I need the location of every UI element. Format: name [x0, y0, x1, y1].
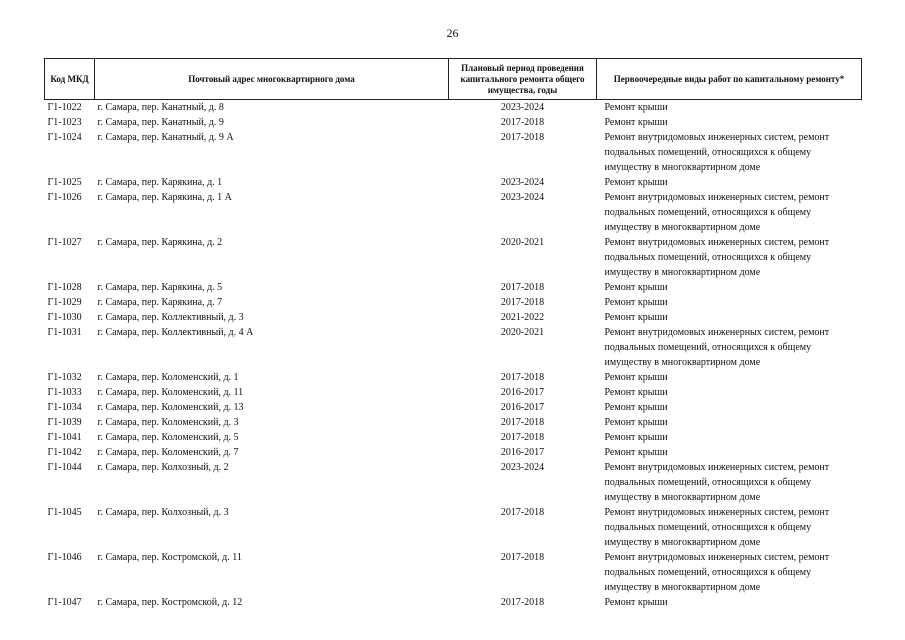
cell-period: 2017-2018: [500, 552, 545, 563]
cell-works: Ремонт внутридомовых инженерных систем, ремонт подвальных помещений, относящихся к общему имуществу в многоквартирном доме: [604, 132, 830, 173]
cell-address: г. Самара, пер. Карякина, д. 2: [97, 237, 223, 248]
cell-code: Г1-1027: [47, 237, 82, 248]
cell-works: Ремонт внутридомовых инженерных систем, ремонт подвальных помещений, относящихся к общему имуществу в многоквартирном доме: [604, 462, 830, 503]
table-row: [45, 505, 862, 550]
cell-code: Г1-1022: [47, 102, 82, 113]
cell-code: Г1-1031: [47, 327, 82, 338]
table-row: [45, 385, 862, 400]
cell-address: г. Самара, пер. Костромской, д. 12: [97, 597, 243, 608]
cell-works: Ремонт крыши: [604, 282, 668, 293]
cell-code: Г1-1033: [47, 387, 82, 398]
cell-address: г. Самара, пер. Коломенский, д. 11: [97, 387, 244, 398]
cell-period: 2017-2018: [500, 372, 545, 383]
cell-address: г. Самара, пер. Коломенский, д. 1: [97, 372, 239, 383]
table-row: [45, 550, 862, 595]
cell-code: Г1-1046: [47, 552, 82, 563]
header-period: Плановый период проведения капитального ремонта общего имущества, годы: [449, 59, 597, 100]
table-row: [45, 175, 862, 190]
table-row: [45, 325, 862, 370]
cell-works: Ремонт внутридомовых инженерных систем, ремонт подвальных помещений, относящихся к общему имуществу в многоквартирном доме: [604, 192, 830, 233]
cell-address: г. Самара, пер. Карякина, д. 5: [97, 282, 223, 293]
cell-code: Г1-1029: [47, 297, 82, 308]
cell-code: Г1-1028: [47, 282, 82, 293]
cell-period: 2017-2018: [500, 597, 545, 608]
cell-period: 2016-2017: [500, 387, 545, 398]
header-address: Почтовый адрес многоквартирного дома: [95, 59, 449, 100]
table-row: [45, 115, 862, 130]
table-row: [45, 430, 862, 445]
table-row: [45, 460, 862, 505]
cell-period: 2023-2024: [500, 102, 545, 113]
table-row: [45, 310, 862, 325]
table-body: [45, 100, 862, 611]
cell-code: Г1-1034: [47, 402, 82, 413]
page-number: 26: [446, 26, 459, 40]
cell-address: г. Самара, пер. Коломенский, д. 5: [97, 432, 239, 443]
cell-period: 2023-2024: [500, 177, 545, 188]
cell-code: Г1-1041: [47, 432, 82, 443]
table-row: [45, 235, 862, 280]
header-code: Код МКД: [45, 59, 95, 100]
cell-address: г. Самара, пер. Канатный, д. 9 А: [97, 132, 234, 143]
cell-address: г. Самара, пер. Карякина, д. 1: [97, 177, 223, 188]
cell-works: Ремонт внутридомовых инженерных систем, ремонт подвальных помещений, относящихся к общему имуществу в многоквартирном доме: [604, 507, 830, 548]
repair-schedule-table: [44, 58, 862, 610]
cell-code: Г1-1044: [47, 462, 82, 473]
cell-address: г. Самара, пер. Карякина, д. 7: [97, 297, 223, 308]
cell-address: г. Самара, пер. Костромской, д. 11: [97, 552, 242, 563]
cell-period: 2017-2018: [500, 282, 545, 293]
cell-address: г. Самара, пер. Канатный, д. 8: [97, 102, 224, 113]
cell-works: Ремонт внутридомовых инженерных систем, ремонт подвальных помещений, относящихся к общему имуществу в многоквартирном доме: [604, 327, 830, 368]
cell-address: г. Самара, пер. Коллективный, д. 4 А: [97, 327, 254, 338]
cell-code: Г1-1026: [47, 192, 82, 203]
table-row: [45, 130, 862, 175]
cell-code: Г1-1023: [47, 117, 82, 128]
cell-code: Г1-1047: [47, 597, 82, 608]
cell-works: Ремонт крыши: [604, 117, 668, 128]
cell-address: г. Самара, пер. Коломенский, д. 7: [97, 447, 239, 458]
cell-address: г. Самара, пер. Колхозный, д. 3: [97, 507, 229, 518]
cell-period: 2023-2024: [500, 462, 545, 473]
cell-works: Ремонт крыши: [604, 297, 668, 308]
table-row: [45, 295, 862, 310]
cell-works: Ремонт крыши: [604, 177, 668, 188]
cell-period: 2023-2024: [500, 192, 545, 203]
header-works: Первоочередные виды работ по капитальному ремонту*: [597, 59, 862, 100]
cell-period: 2017-2018: [500, 507, 545, 518]
cell-address: г. Самара, пер. Коломенский, д. 3: [97, 417, 239, 428]
cell-address: г. Самара, пер. Канатный, д. 9: [97, 117, 224, 128]
cell-period: 2020-2021: [500, 327, 545, 338]
table-header-row: [45, 59, 862, 100]
cell-code: Г1-1039: [47, 417, 82, 428]
table-row: [45, 400, 862, 415]
cell-works: Ремонт крыши: [604, 387, 668, 398]
cell-address: г. Самара, пер. Колхозный, д. 2: [97, 462, 229, 473]
cell-period: 2016-2017: [500, 402, 545, 413]
cell-period: 2021-2022: [500, 312, 545, 323]
table-row: [45, 415, 862, 430]
cell-period: 2017-2018: [500, 432, 545, 443]
table-row: [45, 100, 862, 116]
cell-address: г. Самара, пер. Коллективный, д. 3: [97, 312, 244, 323]
cell-works: Ремонт крыши: [604, 372, 668, 383]
cell-works: Ремонт крыши: [604, 432, 668, 443]
cell-works: Ремонт крыши: [604, 597, 668, 608]
cell-code: Г1-1032: [47, 372, 82, 383]
cell-period: 2020-2021: [500, 237, 545, 248]
cell-period: 2017-2018: [500, 132, 545, 143]
cell-works: Ремонт внутридомовых инженерных систем, ремонт подвальных помещений, относящихся к общему имуществу в многоквартирном доме: [604, 237, 830, 278]
cell-period: 2017-2018: [500, 417, 545, 428]
cell-address: г. Самара, пер. Карякина, д. 1 А: [97, 192, 232, 203]
cell-code: Г1-1042: [47, 447, 82, 458]
table-row: [45, 370, 862, 385]
table-row: [45, 445, 862, 460]
cell-period: 2017-2018: [500, 117, 545, 128]
cell-works: Ремонт крыши: [604, 447, 668, 458]
cell-works: Ремонт крыши: [604, 312, 668, 323]
cell-code: Г1-1024: [47, 132, 82, 143]
cell-address: г. Самара, пер. Коломенский, д. 13: [97, 402, 244, 413]
cell-period: 2016-2017: [500, 447, 545, 458]
cell-works: Ремонт внутридомовых инженерных систем, ремонт подвальных помещений, относящихся к общему имуществу в многоквартирном доме: [604, 552, 830, 593]
cell-works: Ремонт крыши: [604, 417, 668, 428]
cell-period: 2017-2018: [500, 297, 545, 308]
table-row: [45, 190, 862, 235]
cell-code: Г1-1045: [47, 507, 82, 518]
cell-works: Ремонт крыши: [604, 102, 668, 113]
table-row: [45, 280, 862, 295]
cell-works: Ремонт крыши: [604, 402, 668, 413]
cell-code: Г1-1030: [47, 312, 82, 323]
cell-code: Г1-1025: [47, 177, 82, 188]
table-row: [45, 595, 862, 610]
